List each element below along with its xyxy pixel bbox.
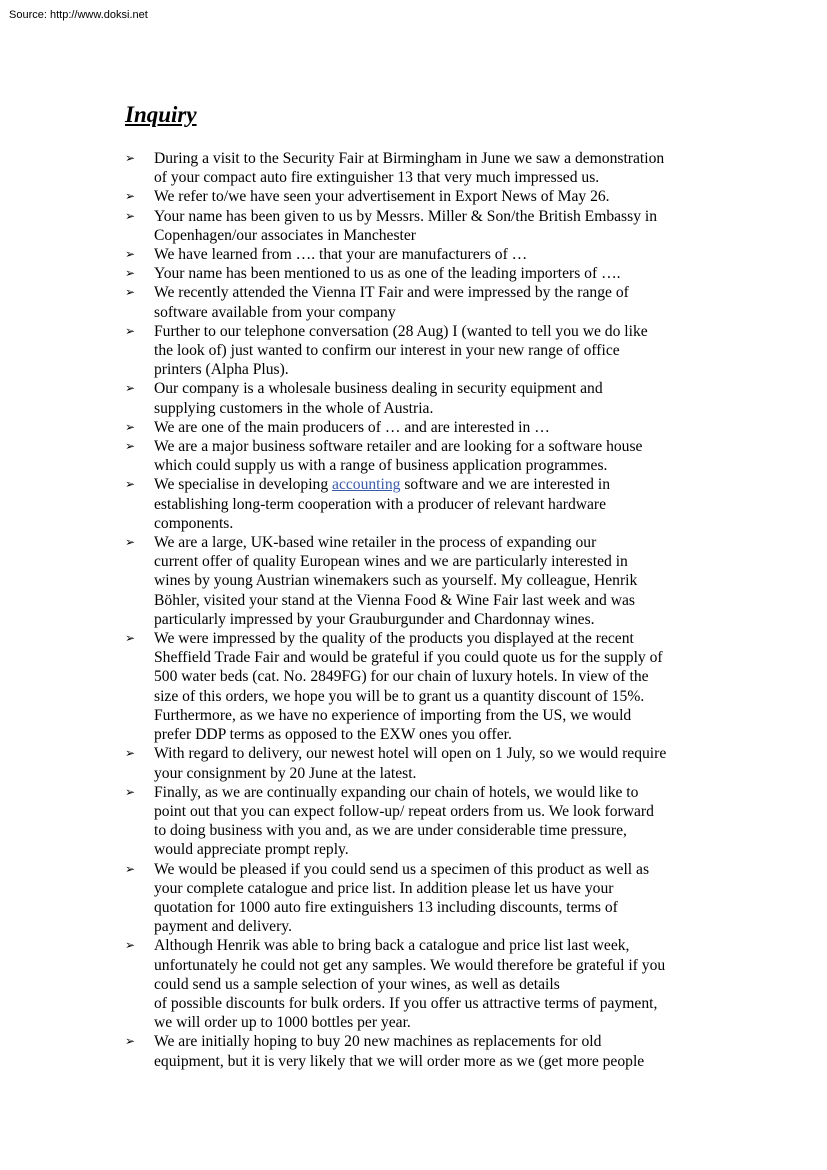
source-note: Source: http://www.doksi.net (9, 9, 148, 21)
list-item (125, 264, 715, 283)
arrow-bullet-icon: ➢ (125, 323, 136, 338)
list-item-line: We are a major business software retailer and are looking for a software house (154, 438, 643, 456)
list-item-line: prefer DDP terms as opposed to the EXW ones you offer. (154, 726, 512, 744)
list-item (125, 744, 715, 782)
list-item (125, 437, 715, 475)
inquiry-phrase-list (125, 149, 715, 1071)
list-item-line: Böhler, visited your stand at the Vienna Food & Wine Fair last week and was (154, 591, 635, 609)
list-item (125, 936, 715, 1032)
list-item-line: we will order up to 1000 bottles per year. (154, 1014, 411, 1032)
list-item-line: of your compact auto fire extinguisher 13 that very much impressed us. (154, 169, 600, 187)
list-item (125, 149, 715, 187)
list-item-line: Your name has been mentioned to us as one of the leading importers of …. (154, 265, 621, 283)
arrow-bullet-icon: ➢ (125, 938, 136, 953)
list-item-line: quotation for 1000 auto fire extinguishers 13 including discounts, terms of (154, 898, 618, 916)
list-item (125, 860, 715, 937)
list-item (125, 283, 715, 321)
arrow-bullet-icon: ➢ (125, 784, 136, 799)
arrow-bullet-icon: ➢ (125, 439, 136, 454)
page-title: Inquiry (125, 102, 197, 127)
arrow-bullet-icon: ➢ (125, 285, 136, 300)
arrow-bullet-icon: ➢ (125, 419, 136, 434)
arrow-bullet-icon: ➢ (125, 535, 136, 550)
list-item (125, 533, 715, 629)
arrow-bullet-icon: ➢ (125, 189, 136, 204)
list-item-line: Our company is a wholesale business dealing in security equipment and (154, 380, 603, 398)
list-item (125, 207, 715, 245)
arrow-bullet-icon: ➢ (125, 746, 136, 761)
list-item-line: establishing long-term cooperation with a producer of relevant hardware (154, 495, 607, 513)
list-item-line: During a visit to the Security Fair at Birmingham in June we saw a demonstration (154, 150, 665, 167)
list-item-line: Copenhagen/our associates in Manchester (154, 226, 416, 244)
list-item (125, 245, 715, 264)
list-item-line: your consignment by 20 June at the latest. (154, 764, 417, 782)
list-item-line: printers (Alpha Plus). (154, 361, 289, 379)
list-item-line: wines by young Austrian winemakers such as yourself. My colleague, Henrik (154, 572, 638, 590)
list-item-line: We refer to/we have seen your advertisement in Export News of May 26. (154, 188, 610, 206)
list-item-line: particularly impressed by your Grauburgunder and Chardonnay wines. (154, 610, 595, 628)
list-item (125, 322, 715, 380)
list-item-line: which could supply us with a range of business application programmes. (154, 457, 608, 475)
arrow-bullet-icon: ➢ (125, 266, 136, 281)
arrow-bullet-icon: ➢ (125, 247, 136, 262)
list-item-line: We are initially hoping to buy 20 new machines as replacements for old (154, 1033, 602, 1051)
list-item-line: Finally, as we are continually expanding our chain of hotels, we would like to (154, 783, 639, 801)
list-item-line: Furthermore, as we have no experience of importing from the US, we would (154, 706, 632, 724)
list-item (125, 187, 715, 206)
arrow-bullet-icon: ➢ (125, 1034, 136, 1049)
list-item-line: your complete catalogue and price list. In addition please let us have your (154, 879, 614, 897)
list-item-line: We are a large, UK-based wine retailer in the process of expanding our (154, 534, 597, 552)
accounting-link[interactable]: accounting (332, 476, 401, 494)
list-item (125, 475, 715, 533)
list-item-line: point out that you can expect follow-up/ repeat orders from us. We look forward (154, 802, 654, 820)
list-item-line: Sheffield Trade Fair and would be grateful if you could quote us for the supply of (154, 649, 663, 667)
list-item-line: We specialise in developing accounting software and we are interested in (154, 476, 611, 494)
list-item-line: to doing business with you and, as we are under considerable time pressure, (154, 822, 627, 840)
list-item-line: Further to our telephone conversation (28 Aug) I (wanted to tell you we do like (154, 322, 648, 340)
list-item-line: of possible discounts for bulk orders. If you offer us attractive terms of payment, (154, 994, 658, 1012)
list-item-line: We are one of the main producers of … and are interested in … (154, 418, 550, 436)
list-item-line: We would be pleased if you could send us a specimen of this product as well as (154, 860, 650, 878)
list-item-line: payment and delivery. (154, 918, 292, 936)
list-item-line: current offer of quality European wines and we are particularly interested in (154, 553, 628, 571)
list-item-line: Although Henrik was able to bring back a catalogue and price list last week, (154, 937, 630, 955)
arrow-bullet-icon: ➢ (125, 381, 136, 396)
list-item-line: unfortunately he could not get any samples. We would therefore be grateful if you (154, 956, 666, 974)
list-item (125, 1032, 715, 1070)
list-item-line: the look of) just wanted to confirm our interest in your new range of office (154, 342, 620, 360)
list-item-line: equipment, but it is very likely that we will order more as we (get more people (154, 1052, 645, 1070)
list-item-line: supplying customers in the whole of Austria. (154, 399, 434, 417)
list-item-line: would appreciate prompt reply. (154, 841, 349, 859)
list-item-line: components. (154, 514, 234, 532)
list-item (125, 629, 715, 744)
list-item-line: 500 water beds (cat. No. 2849FG) for our chain of luxury hotels. In view of the (154, 668, 649, 686)
list-item-line: Your name has been given to us by Messrs. Miller & Son/the British Embassy in (154, 207, 658, 225)
list-item-line: With regard to delivery, our newest hotel will open on 1 July, so we would require (154, 745, 667, 763)
list-item-line: software available from your company (154, 303, 396, 321)
list-item (125, 418, 715, 437)
list-item-line: could send us a sample selection of your wines, as well as details (154, 975, 560, 993)
arrow-bullet-icon: ➢ (125, 208, 136, 223)
arrow-bullet-icon: ➢ (125, 861, 136, 876)
list-item (125, 783, 715, 860)
list-item-line: size of this orders, we hope you will be to grant us a quantity discount of 15%. (154, 687, 645, 705)
arrow-bullet-icon: ➢ (125, 151, 136, 165)
list-item-line: We recently attended the Vienna IT Fair and were impressed by the range of (154, 284, 629, 302)
list-item-line: We were impressed by the quality of the products you displayed at the recent (154, 630, 634, 648)
list-item (125, 379, 715, 417)
arrow-bullet-icon: ➢ (125, 477, 136, 492)
arrow-bullet-icon: ➢ (125, 631, 136, 646)
list-item-line: We have learned from …. that your are manufacturers of … (154, 246, 528, 264)
